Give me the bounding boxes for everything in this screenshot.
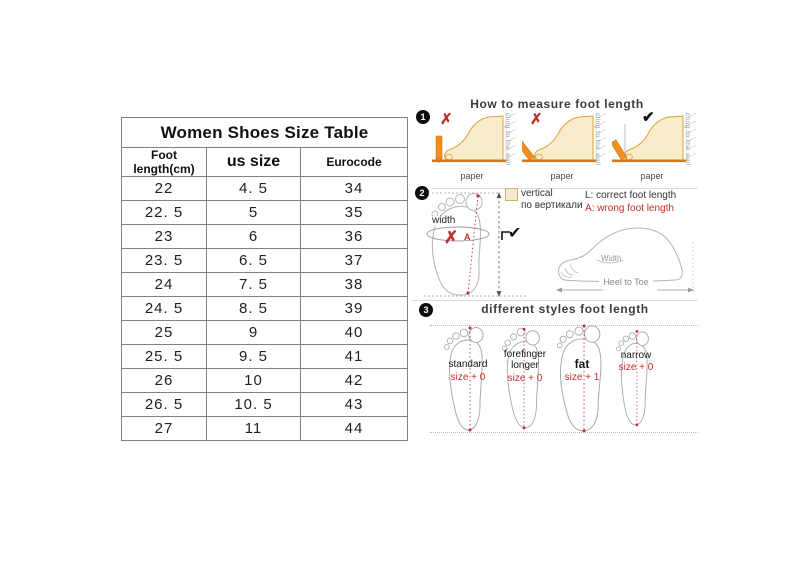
table-row <box>122 393 408 417</box>
measure-steps <box>432 109 698 181</box>
cell-us-size: 8. 5 <box>207 297 301 321</box>
column-header-eurocode: Eurocode <box>301 148 408 177</box>
foot-style-size: size + 0 <box>507 373 543 384</box>
cell-foot-length: 22 <box>122 177 207 201</box>
foot-sketch <box>553 222 699 302</box>
cell-eurocode: 38 <box>301 273 408 297</box>
check-mark-icon: ✔ <box>508 225 522 242</box>
cell-foot-length: 24. 5 <box>122 297 207 321</box>
cell-us-size: 6 <box>207 225 301 249</box>
wrong-mark-icon: ✗ <box>440 111 453 128</box>
measure-section-title: How to measure foot length <box>470 97 644 111</box>
cell-foot-length: 23. 5 <box>122 249 207 273</box>
wrong-letter-label: A <box>464 232 471 242</box>
cell-us-size: 9. 5 <box>207 345 301 369</box>
foot-style-name: forefinger longer <box>503 349 547 371</box>
foot-style-name: narrow <box>620 350 652 361</box>
cell-foot-length: 26. 5 <box>122 393 207 417</box>
style-foot-fat <box>557 324 607 436</box>
size-table <box>121 117 408 441</box>
table-row <box>122 201 408 225</box>
wall-label: cling to the wall <box>684 113 691 166</box>
style-foot-forefinger-longer <box>502 324 548 436</box>
cell-us-size: 7. 5 <box>207 273 301 297</box>
vertical-label-ru: по вертикали <box>521 200 583 211</box>
table-row <box>122 177 408 201</box>
cell-eurocode: 41 <box>301 345 408 369</box>
section-divider <box>412 300 698 301</box>
cell-foot-length: 26 <box>122 369 207 393</box>
measure-step-2 <box>522 110 608 181</box>
column-header-us-size: us size <box>207 148 301 177</box>
paper-label: paper <box>460 171 484 181</box>
measure-step-3 <box>612 109 698 181</box>
table-row <box>122 297 408 321</box>
table-row <box>122 249 408 273</box>
paper-label: paper <box>550 171 574 181</box>
foot-sketch-illustration <box>553 222 699 302</box>
cell-foot-length: 23 <box>122 225 207 249</box>
cell-eurocode: 40 <box>301 321 408 345</box>
cell-eurocode: 44 <box>301 417 408 441</box>
cell-eurocode: 34 <box>301 177 408 201</box>
cell-eurocode: 42 <box>301 369 408 393</box>
cell-us-size: 10 <box>207 369 301 393</box>
measure-step-1 <box>432 110 518 181</box>
foot-top-view-diagram <box>424 190 536 300</box>
foot-outline-illustration <box>614 324 658 436</box>
table-row <box>122 225 408 249</box>
cell-foot-length: 25. 5 <box>122 345 207 369</box>
table-row <box>122 417 408 441</box>
section-1-badge: 1 <box>416 110 430 124</box>
wall-label: cling to the wall <box>594 113 601 166</box>
cell-eurocode: 39 <box>301 297 408 321</box>
cell-foot-length: 25 <box>122 321 207 345</box>
vertical-label-en: vertical <box>521 188 553 199</box>
wrong-mark-icon: ✗ <box>444 228 459 247</box>
paper-label: paper <box>640 171 664 181</box>
table-row <box>122 369 408 393</box>
paper-sheet-icon <box>505 188 518 201</box>
foot-style-size: size + 0 <box>450 372 486 383</box>
size-table-grid <box>121 117 408 441</box>
size-table-title: Women Shoes Size Table <box>122 118 408 148</box>
foot-style-name: fat <box>574 357 590 371</box>
cell-foot-length: 27 <box>122 417 207 441</box>
check-mark-icon: ✔ <box>642 109 655 126</box>
cell-eurocode: 37 <box>301 249 408 273</box>
cell-eurocode: 43 <box>301 393 408 417</box>
cell-us-size: 9 <box>207 321 301 345</box>
wall-label: cling to the wall <box>504 113 511 166</box>
section-divider <box>432 188 698 189</box>
width-label: width <box>432 215 456 226</box>
cell-us-size: 6. 5 <box>207 249 301 273</box>
legend-wrong: A: wrong foot length <box>585 203 674 214</box>
wrong-mark-icon: ✗ <box>530 111 543 128</box>
cell-eurocode: 35 <box>301 201 408 225</box>
cell-eurocode: 36 <box>301 225 408 249</box>
foot-style-name: standard <box>448 359 488 370</box>
table-row <box>122 273 408 297</box>
column-header-foot-length: Foot length(cm) <box>122 148 207 177</box>
section-2-badge: 2 <box>415 186 429 200</box>
cell-us-size: 4. 5 <box>207 177 301 201</box>
section-3-badge: 3 <box>419 303 433 317</box>
cell-us-size: 5 <box>207 201 301 225</box>
foot-style-size: size + 0 <box>618 362 654 373</box>
foot-style-size: size + 1 <box>564 372 600 383</box>
sketch-width-label: Width <box>601 254 622 263</box>
sketch-length-label: Heel to Toe <box>553 277 699 287</box>
style-foot-narrow <box>614 324 658 436</box>
styles-section-title: different styles foot length <box>481 302 649 316</box>
style-foot-standard <box>444 324 492 436</box>
cell-us-size: 11 <box>207 417 301 441</box>
cell-foot-length: 22. 5 <box>122 201 207 225</box>
pencil-icon <box>436 136 442 163</box>
table-row <box>122 321 408 345</box>
legend-correct: L: correct foot length <box>585 190 677 201</box>
cell-us-size: 10. 5 <box>207 393 301 417</box>
size-table-body <box>122 177 408 441</box>
table-row <box>122 345 408 369</box>
cell-foot-length: 24 <box>122 273 207 297</box>
